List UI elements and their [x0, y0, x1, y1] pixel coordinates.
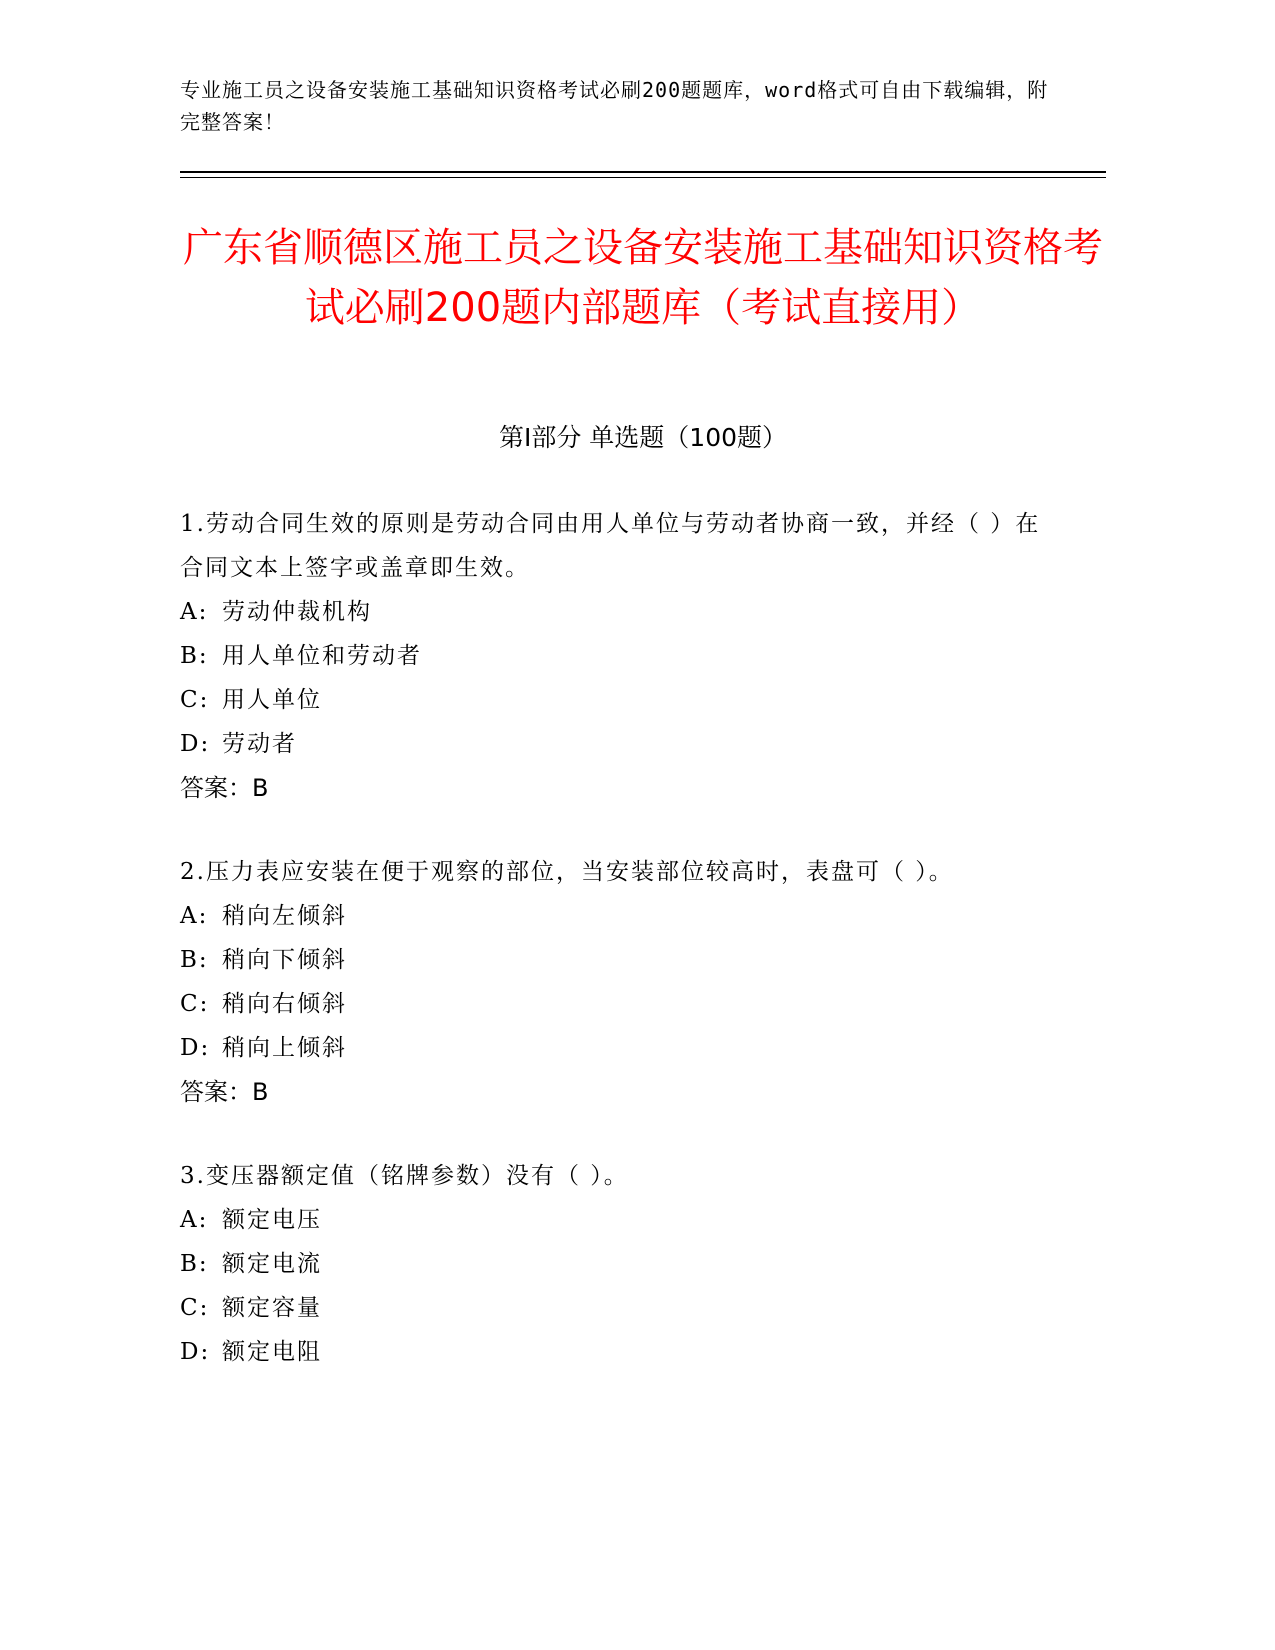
option-b — [180, 634, 1060, 678]
answer-label: 答案： — [180, 774, 252, 802]
answer-label: 答案： — [180, 1078, 252, 1106]
option-letter: A: — [180, 903, 209, 929]
option-letter: B: — [180, 643, 209, 669]
question-3 — [180, 1154, 1060, 1374]
option-a — [180, 1198, 1060, 1242]
answer-value: B — [252, 774, 269, 802]
section-title: 第I部分 单选题（100题） — [498, 423, 788, 452]
option-c — [180, 678, 1060, 722]
option-letter: B: — [180, 947, 209, 973]
answer-line — [180, 766, 1060, 810]
option-text: 稍向上倾斜 — [222, 1035, 347, 1061]
question-1 — [180, 502, 1060, 810]
header-divider-thick — [180, 171, 1106, 173]
option-text: 额定容量 — [222, 1295, 322, 1321]
option-d — [180, 1026, 1060, 1070]
question-stem: 3.变压器额定值（铭牌参数）没有（ ）。 — [180, 1163, 629, 1189]
option-letter: B: — [180, 1251, 209, 1277]
option-a — [180, 894, 1060, 938]
option-c — [180, 982, 1060, 1026]
question-stem: 1.劳动合同生效的原则是劳动合同由用人单位与劳动者协商一致，并经（ ）在合同文本上签字或盖章即生效。 — [180, 511, 1041, 581]
question-list — [180, 502, 1060, 1414]
answer-line — [180, 1070, 1060, 1114]
page-title: 广东省顺德区施工员之设备安装施工基础知识资格考试必刷200题内部题库（考试直接用） — [183, 225, 1103, 331]
option-b — [180, 938, 1060, 982]
option-a — [180, 590, 1060, 634]
option-d — [180, 1330, 1060, 1374]
option-letter: C: — [180, 1295, 210, 1321]
option-b — [180, 1242, 1060, 1286]
option-letter: C: — [180, 687, 210, 713]
option-text: 用人单位 — [222, 687, 322, 713]
option-letter: C: — [180, 991, 210, 1017]
option-letter: D: — [180, 1339, 211, 1365]
option-text: 劳动仲裁机构 — [222, 599, 372, 625]
option-letter: D: — [180, 731, 211, 757]
option-text: 额定电压 — [222, 1207, 322, 1233]
option-letter: A: — [180, 1207, 209, 1233]
option-d — [180, 722, 1060, 766]
question-stem: 2.压力表应安装在便于观察的部位，当安装部位较高时，表盘可（ ）。 — [180, 859, 954, 885]
option-text: 稍向右倾斜 — [222, 991, 347, 1017]
header-note: 专业施工员之设备安装施工基础知识资格考试必刷200题题库，word格式可自由下载编辑，附完整答案！ — [180, 78, 1049, 134]
option-text: 稍向下倾斜 — [222, 947, 347, 973]
question-2 — [180, 850, 1060, 1114]
option-text: 稍向左倾斜 — [222, 903, 347, 929]
option-c — [180, 1286, 1060, 1330]
option-text: 用人单位和劳动者 — [222, 643, 422, 669]
option-letter: D: — [180, 1035, 211, 1061]
option-text: 额定电流 — [222, 1251, 322, 1277]
option-text: 额定电阻 — [222, 1339, 322, 1365]
option-text: 劳动者 — [222, 731, 297, 757]
option-letter: A: — [180, 599, 209, 625]
header-divider-thin — [180, 177, 1106, 178]
answer-value: B — [252, 1078, 269, 1106]
